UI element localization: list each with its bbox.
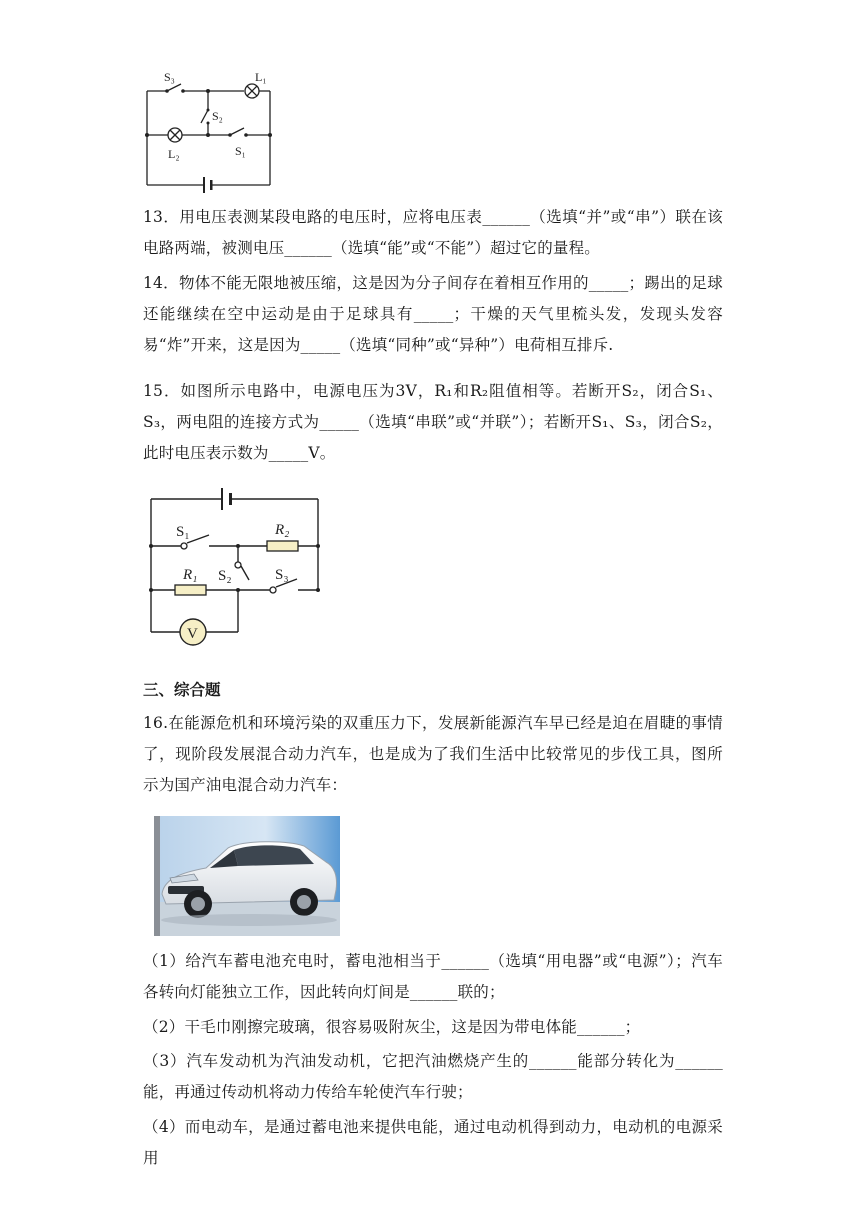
label-s3: S₃ [275,567,289,583]
car-illustration [154,816,340,936]
label-s1: S₁ [235,144,246,158]
question-16-intro: 16.在能源危机和环境污染的双重压力下，发展新能源汽车早已经是迫在眉睫的事情了，现阶段发展混合动力汽车，也是成为了我们生活中比较常见的步伐工具，图所示为国产油电混合动力汽车： [143,714,723,794]
label-s2: S₂ [218,568,232,584]
label-l2: L₂ [168,147,180,161]
section-title: 三、综合题 [143,681,221,699]
question-16-part-2: （2）干毛巾刚擦完玻璃，很容易吸附灰尘，这是因为带电体能______； [143,1018,641,1036]
label-s1: S₁ [176,524,190,540]
hybrid-car-photo [154,816,340,936]
question-15: 15．如图所示电路中，电源电压为3V，R₁和R₂阻值相等。若断开S₂，闭合S₁、S₃，两电阻的连接方式为_____（选填“串联”或“并联”）；若断开S₁、S₃，闭合S₂，此时电压表示数为_____V。 [143,382,723,462]
label-voltmeter: V [187,626,198,642]
label-r2: R₂ [275,522,290,538]
label-s2: S₂ [212,109,223,123]
label-r1: R₁ [183,567,198,583]
circuit-diagram-2 [145,484,330,664]
question-16-part-1: （1）给汽车蓄电池充电时，蓄电池相当于______（选填“用电器”或“电源”）；汽车各转向灯能独立工作，因此转向灯间是______联的； [143,952,723,1001]
label-s3: S₃ [164,70,175,84]
question-16-part-4: （4）而电动车，是通过蓄电池来提供电能，通过电动机得到动力，电动机的电源采用 [143,1118,723,1167]
circuit-diagram-1 [140,66,280,196]
question-14: 14．物体不能无限地被压缩，这是因为分子间存在着相互作用的_____；踢出的足球还能继续在空中运动是由于足球具有_____；干燥的天气里梳头发，发现头发容易“炸”开来，这是因为_____（选填“同种”或“异种”）电荷相互排斥. [143,274,723,354]
label-l1: L₁ [255,70,267,84]
question-13: 13．用电压表测某段电路的电压时，应将电压表______（选填“并”或“串”）联在该电路两端，被测电压______（选填“能”或“不能”）超过它的量程。 [143,208,723,257]
question-16-part-3: （3）汽车发动机为汽油发动机，它把汽油燃烧产生的______能部分转化为______能，再通过传动机将动力传给车轮使汽车行驶； [143,1052,723,1101]
